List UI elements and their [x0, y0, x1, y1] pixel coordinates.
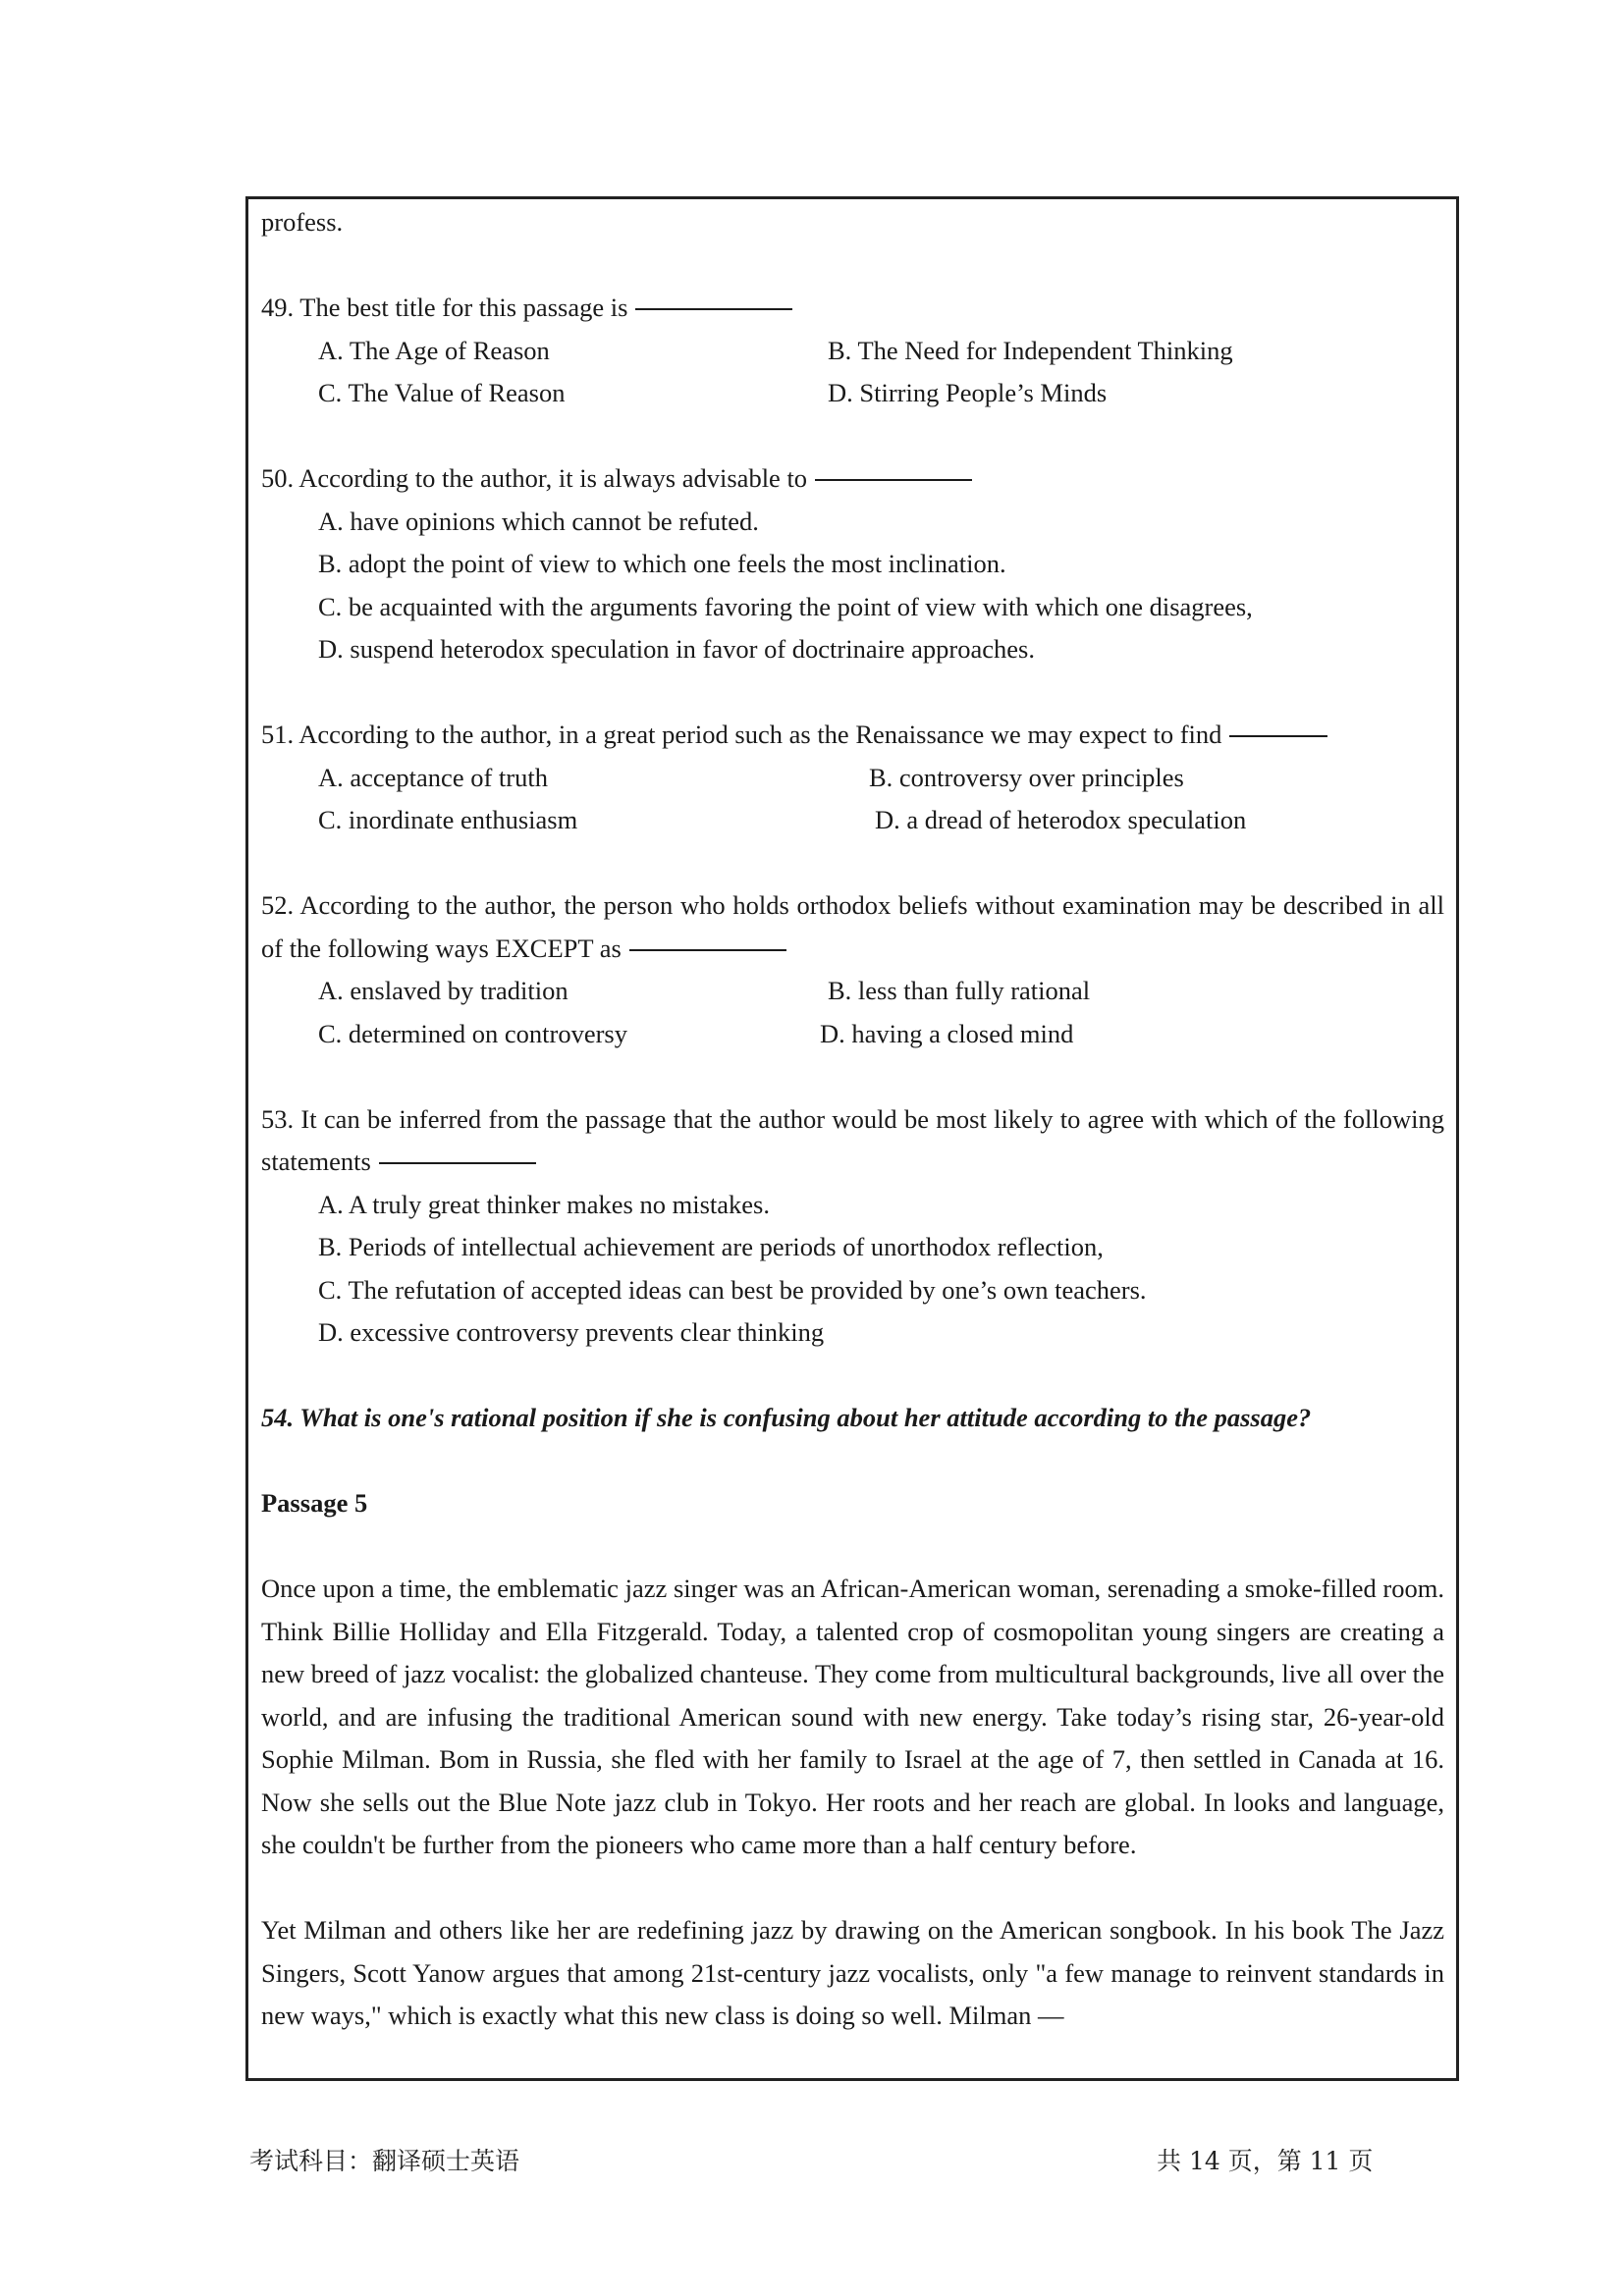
question-52-options-row-1 [261, 970, 1444, 1013]
option-50-d: D. suspend heterodox speculation in favor of doctrinaire approaches. [318, 634, 1035, 664]
passage-paragraph-1: Once upon a time, the emblematic jazz singer was an African-American woman, serenading a smoke-filled room. Think Billie Holliday and Ella Fitzgerald. Today, a talented crop of cosmopolitan young singers are creating a new breed of jazz vocalist: the globalized chanteuse. They come from multicultural backgrounds, live all over the world, and are infusing the traditional American sound with new energy. Take today’s rising star, 26-year-old Sophie Milman. Bom in Russia, she fled with her family to Israel at the age of 7, then settled in Canada at 16. Now she sells out the Blue Note jazz club in Tokyo. Her roots and her reach are global. In looks and language, she couldn't be further from the pioneers who came more than a half century before. [261, 1574, 1444, 1859]
question-53 [261, 1098, 1444, 1184]
question-52-options-row-2 [261, 1013, 1444, 1056]
question-51-options-row-2 [261, 799, 1444, 842]
option-51-a: A. acceptance of truth [318, 762, 548, 792]
answer-blank [635, 308, 792, 310]
option-52-a: A. enslaved by tradition [318, 976, 568, 1005]
option-53-b: B. Periods of intellectual achievement are periods of unorthodox reflection, [318, 1232, 1104, 1261]
answer-blank [1229, 735, 1327, 737]
question-53-stem: 53. It can be inferred from the passage that the author would be most likely to agree with which of the following statements [261, 1103, 1444, 1176]
answer-blank [379, 1162, 536, 1164]
footer-page-number: 共 14 页，第 11 页 [1157, 2147, 1374, 2175]
option-49-a: A. The Age of Reason [318, 335, 550, 365]
question-52-stem: 52. According to the author, the person who holds orthodox beliefs without examination may be described in all of the following ways EXCEPT as [261, 890, 1444, 963]
option-52-c: C. determined on controversy [318, 1018, 627, 1048]
passage-title: Passage 5 [261, 1488, 368, 1518]
answer-blank [815, 479, 972, 481]
option-50-a: A. have opinions which cannot be refuted. [318, 506, 759, 536]
question-51-stem: 51. According to the author, in a great period such as the Renaissance we may expect to find [261, 720, 1222, 749]
option-51-d: D. a dread of heterodox speculation [875, 805, 1247, 834]
option-53-d: D. excessive controversy prevents clear thinking [318, 1317, 825, 1347]
option-52-b: B. less than fully rational [828, 976, 1091, 1005]
option-53-a: A. A truly great thinker makes no mistakes. [318, 1189, 770, 1219]
passage-paragraph-2: Yet Milman and others like her are redefining jazz by drawing on the American songbook. In his book The Jazz Singers, Scott Yanow argues that among 21st-century jazz vocalists, only "a few manage to reinvent standards in new ways," which is exactly what this new class is doing so well. Milman — [261, 1915, 1444, 2030]
passage-continuation: profess. [261, 207, 344, 237]
option-52-d: D. having a closed mind [820, 1018, 1074, 1048]
footer-subject: 考试科目：翻译硕士英语 [249, 2147, 520, 2175]
question-54: 54. What is one's rational position if she is confusing about her attitude according to the passage? [261, 1403, 1312, 1432]
question-50-stem: 50. According to the author, it is always advisable to [261, 463, 808, 493]
question-49-stem: 49. The best title for this passage is [261, 293, 628, 322]
question-49-options-row-2 [261, 372, 1444, 415]
question-49-options-row-1 [261, 330, 1444, 373]
option-49-c: C. The Value of Reason [318, 378, 566, 407]
question-51-options-row-1 [261, 757, 1444, 800]
option-51-c: C. inordinate enthusiasm [318, 805, 578, 834]
answer-blank [629, 949, 786, 951]
option-49-d: D. Stirring People’s Minds [828, 378, 1108, 407]
question-50 [261, 457, 1444, 501]
option-50-b: B. adopt the point of view to which one feels the most inclination. [318, 549, 1006, 578]
exam-content [261, 201, 1444, 2038]
question-49 [261, 287, 1444, 330]
question-52 [261, 884, 1444, 970]
question-51 [261, 714, 1444, 757]
option-49-b: B. The Need for Independent Thinking [828, 335, 1233, 365]
option-51-b: B. controversy over principles [869, 762, 1184, 792]
option-50-c: C. be acquainted with the arguments favoring the point of view with which one disagrees, [318, 591, 1253, 621]
option-53-c: C. The refutation of accepted ideas can best be provided by one’s own teachers. [318, 1274, 1147, 1305]
